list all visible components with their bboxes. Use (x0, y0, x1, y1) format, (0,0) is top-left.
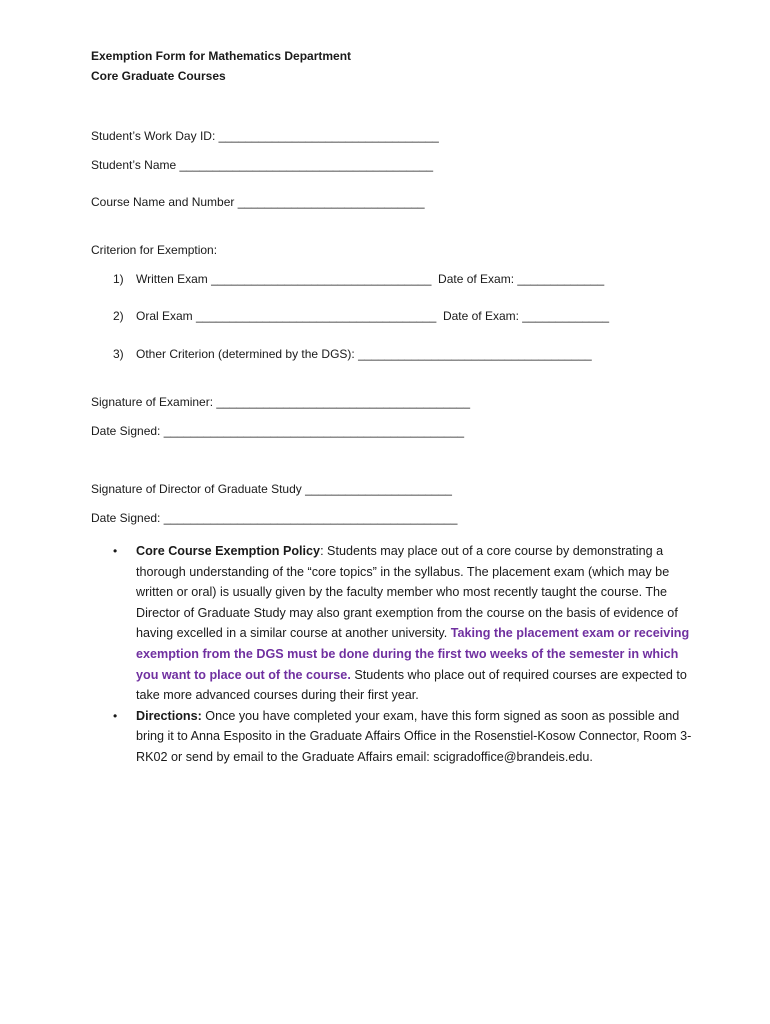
policy-list (113, 541, 693, 768)
policy-highlight: Taking the placement exam or receiving exemption from the DGS must be done during the first two weeks of the semester in which you want to place out of the course. (136, 626, 690, 682)
date-signed-field[interactable]: Date Signed: _____________________________________________ (91, 424, 465, 438)
policy-text: Students may place out of a core course by demonstrating a thorough understanding of the “core topics” in the syllabus. The placement exam (which may be written or oral) is usually given by the faculty member who most recently taught the course. The Director of Graduate Study may also grant exemption from the course on the basis of evidence of having excelled in a similar course at another university. (136, 544, 678, 641)
criterion-heading: Criterion for Exemption: (91, 243, 218, 257)
directions-text: Once you have completed your exam, have this form signed as soon as possible and bring it to Anna Esposito in the Graduate Affairs Office in the Rosenstiel-Kosow Connector, Room 3-RK02 or send by email to the Graduate Affairs email: scigradoffice@brandeis.edu. (136, 708, 692, 764)
written-exam-field[interactable]: Written Exam _________________________________ Date of Exam: _____________ (136, 272, 605, 286)
criterion-number: 2) (113, 309, 124, 323)
directions-item (113, 706, 693, 768)
work-day-id-field[interactable]: Student’s Work Day ID: _________________________________ (91, 129, 439, 143)
bullet-icon: • (113, 708, 118, 723)
student-name-field[interactable]: Student’s Name ______________________________________ (91, 158, 434, 172)
examiner-signature-field[interactable]: Signature of Examiner: ______________________________________ (91, 395, 471, 409)
form-subtitle: Core Graduate Courses (91, 69, 226, 83)
policy-colon: : (320, 544, 324, 558)
course-name-field[interactable]: Course Name and Number ____________________________ (91, 195, 425, 209)
policy-label: Core Course Exemption Policy (136, 544, 321, 558)
bullet-icon: • (113, 544, 118, 558)
date-signed-field[interactable]: Date Signed: ____________________________________________ (91, 511, 458, 525)
policy-item (113, 541, 693, 706)
directions-label: Directions: (136, 708, 202, 723)
policy-text-end: Students who place out of required courses are expected to take more advanced courses during their first year. (136, 667, 687, 703)
other-criterion-field[interactable]: Other Criterion (determined by the DGS): ___________________________________ (136, 347, 592, 361)
criterion-number: 1) (113, 272, 124, 286)
director-signature-field[interactable]: Signature of Director of Graduate Study ______________________ (91, 482, 452, 496)
form-title: Exemption Form for Mathematics Department (91, 49, 352, 63)
criterion-number: 3) (113, 347, 124, 361)
oral-exam-field[interactable]: Oral Exam ____________________________________ Date of Exam: _____________ (136, 309, 610, 323)
